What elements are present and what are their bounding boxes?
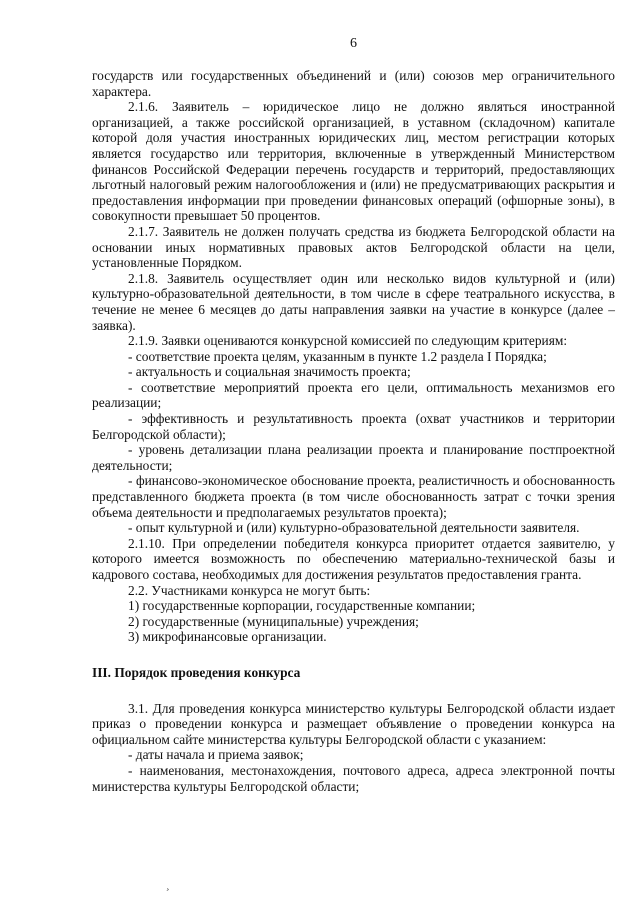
paragraph: - эффективность и результативность проекта (охват участников и территории Белгородской области); bbox=[92, 411, 615, 442]
paragraph: 2.1.9. Заявки оцениваются конкурсной комиссией по следующим критериям: bbox=[128, 333, 568, 349]
paragraph: - актуальность и социальная значимость проекта; bbox=[128, 364, 411, 380]
paragraph: 2) государственные (муниципальные) учреждения; bbox=[128, 613, 419, 629]
paragraph: 1) государственные корпорации, государственные компании; bbox=[128, 598, 476, 614]
paragraph: - наименования, местонахождения, почтового адреса, адреса электронной почты министерства культуры Белгородской области; bbox=[92, 762, 615, 794]
section-heading: III. Порядок проведения конкурса bbox=[92, 664, 301, 680]
paragraph: 3) микрофинансовые организации. bbox=[128, 629, 327, 645]
paragraph: 2.1.8. Заявитель осуществляет один или несколько видов культурной и (или) культурно-образовательной деятельности, в том числе в сфере театрального искусства, в течение не менее 6 месяцев до даты направления заявки на участие в конкурсе (далее – заявка). bbox=[92, 270, 615, 333]
paragraph: 3.1. Для проведения конкурса министерство культуры Белгородской области издает приказ о проведении конкурса и размещает объявление о проведении конкурса на официальном сайте министерства культуры Белгородской области с указанием: bbox=[92, 700, 615, 747]
paragraph: - финансово-экономическое обоснование проекта, реалистичность и обоснованность представленного бюджета проекта (в том числе обоснованность затрат с точки зрения объема деятельности и предполагаемых результатов проекта); bbox=[92, 473, 615, 520]
paragraph: 2.1.6. Заявитель – юридическое лицо не должно являться иностранной организацией, а также российской организацией, в уставном (складочном) капитале которой доля участия иностранных юридических лиц, местом регистрации которых является государство или территория, включенные в утвержденный Министерством финансов Российской Федерации перечень государств и территорий, предоставляющих льготный налоговый режим налогообложения и (или) не предусматривающих раскрытия и предоставления информации при проведении финансовых операций (офшорные зоны), в совокупности превышает 50 процентов. bbox=[92, 99, 615, 224]
paragraph: - соответствие проекта целям, указанным в пункте 1.2 раздела I Порядка; bbox=[128, 348, 547, 364]
paragraph: 2.2. Участниками конкурса не могут быть: bbox=[128, 582, 371, 598]
paragraph: - соответствие мероприятий проекта его цели, оптимальность механизмов его реализации; bbox=[92, 379, 615, 411]
document-body bbox=[92, 68, 615, 794]
paragraph: - уровень детализации плана реализации проекта и планирование постпроектной деятельности; bbox=[92, 442, 615, 473]
paragraph: 2.1.10. При определении победителя конкурса приоритет отдается заявителю, у которого имеется возможность по обеспечению материально-технической базы и кадрового состава, необходимых для достижения результатов предоставления гранта. bbox=[92, 535, 615, 582]
page-number: 6 bbox=[350, 36, 357, 51]
margin-mark: ¸ bbox=[166, 880, 170, 891]
paragraph-continuation: государств или государственных объединений и (или) союзов мер ограничительного характера. bbox=[92, 68, 615, 99]
paragraph: - даты начала и приема заявок; bbox=[128, 747, 304, 763]
paragraph: 2.1.7. Заявитель не должен получать средства из бюджета Белгородской области на основании иных нормативных правовых актов Белгородской области на цели, установленные Порядком. bbox=[92, 223, 615, 271]
paragraph: - опыт культурной и (или) культурно-образовательной деятельности заявителя. bbox=[128, 520, 580, 536]
